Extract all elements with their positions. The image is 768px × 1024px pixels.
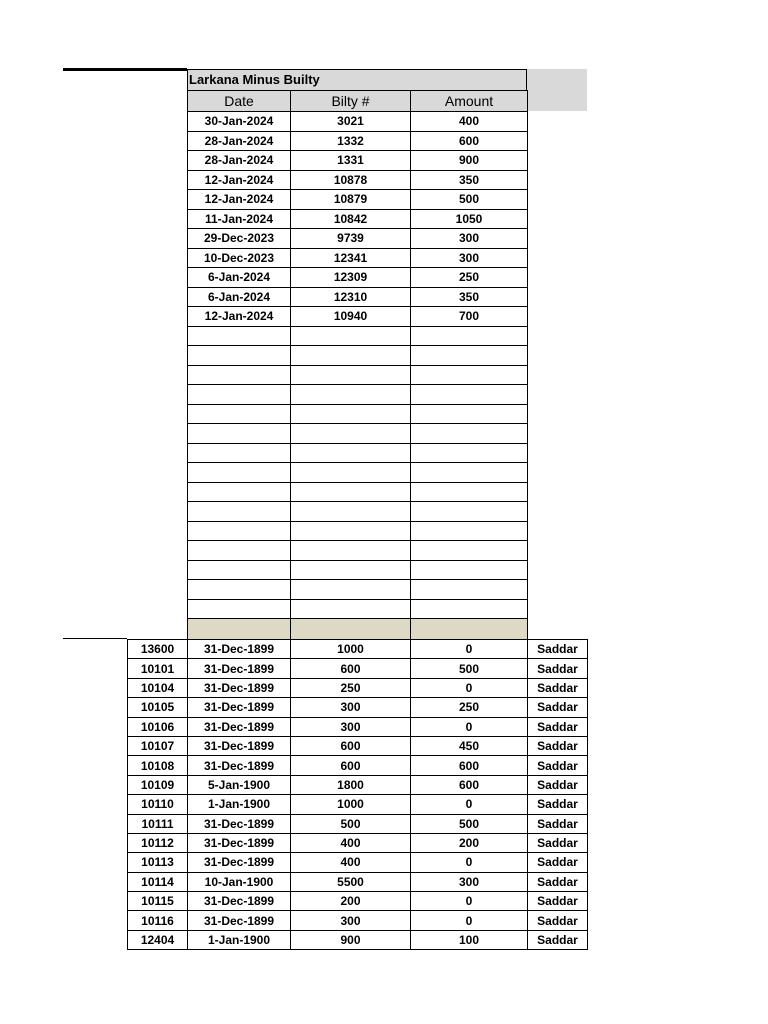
cell-amount[interactable]: 300: [291, 717, 411, 736]
cell-branch[interactable]: Saddar: [528, 736, 588, 755]
cell-bilty-number[interactable]: 10842: [291, 209, 411, 229]
cell-amount[interactable]: 600: [411, 131, 528, 151]
cell-paid[interactable]: 600: [411, 756, 528, 775]
cell-amount[interactable]: 600: [291, 736, 411, 755]
empty-cell[interactable]: [188, 482, 291, 502]
table-row: [188, 268, 528, 288]
cell-id[interactable]: 10111: [128, 814, 188, 833]
cell-id[interactable]: 10104: [128, 678, 188, 697]
cell-amount[interactable]: 400: [291, 833, 411, 852]
table-row: [128, 911, 588, 930]
empty-row: [188, 463, 528, 483]
empty-cell[interactable]: [411, 443, 528, 463]
cell-date[interactable]: 31-Dec-1899: [188, 717, 291, 736]
cell-date[interactable]: 29-Dec-2023: [188, 229, 291, 249]
cell-branch[interactable]: Saddar: [528, 775, 588, 794]
empty-cell[interactable]: [291, 580, 411, 600]
cell-bilty-number[interactable]: 3021: [291, 112, 411, 132]
cell-branch[interactable]: Saddar: [528, 756, 588, 775]
empty-cell[interactable]: [291, 541, 411, 561]
cell-branch[interactable]: Saddar: [528, 930, 588, 949]
empty-cell[interactable]: [291, 463, 411, 483]
table-row: [188, 151, 528, 171]
empty-cell[interactable]: [411, 326, 528, 346]
table-row: [188, 229, 528, 249]
cell-date[interactable]: 31-Dec-1899: [188, 814, 291, 833]
table-row: [188, 307, 528, 327]
saddar-table: [127, 639, 588, 950]
cell-amount[interactable]: 500: [411, 190, 528, 210]
cell-paid[interactable]: 0: [411, 717, 528, 736]
cell-bilty-number[interactable]: 12309: [291, 268, 411, 288]
cell-branch[interactable]: Saddar: [528, 833, 588, 852]
header-fill-block: [526, 69, 587, 111]
empty-row: [188, 404, 528, 424]
cell-paid[interactable]: 600: [411, 775, 528, 794]
empty-row: [188, 443, 528, 463]
empty-row: [188, 521, 528, 541]
cell-id[interactable]: 10105: [128, 698, 188, 717]
cell-paid[interactable]: 0: [411, 911, 528, 930]
cell-date[interactable]: 28-Jan-2024: [188, 131, 291, 151]
empty-cell[interactable]: [411, 560, 528, 580]
cell-bilty-number[interactable]: 10879: [291, 190, 411, 210]
cell-amount[interactable]: 300: [291, 911, 411, 930]
cell-amount[interactable]: 400: [411, 112, 528, 132]
cell-paid[interactable]: 250: [411, 698, 528, 717]
cell-date[interactable]: 31-Dec-1899: [188, 678, 291, 697]
empty-row: [188, 541, 528, 561]
cell-amount[interactable]: 250: [291, 678, 411, 697]
table-row: [128, 756, 588, 775]
cell-bilty-number[interactable]: 1331: [291, 151, 411, 171]
empty-cell[interactable]: [411, 365, 528, 385]
cell-bilty-number[interactable]: 9739: [291, 229, 411, 249]
table-row: [128, 775, 588, 794]
cell-date[interactable]: 5-Jan-1900: [188, 775, 291, 794]
cell-branch[interactable]: Saddar: [528, 853, 588, 872]
header-amount: Amount: [411, 91, 528, 112]
empty-cell[interactable]: [291, 443, 411, 463]
table-row: [128, 814, 588, 833]
empty-cell[interactable]: [411, 482, 528, 502]
table-row: [188, 287, 528, 307]
cell-amount[interactable]: 1000: [291, 795, 411, 814]
cell-date[interactable]: 10-Jan-1900: [188, 872, 291, 891]
cell-paid[interactable]: 0: [411, 892, 528, 911]
empty-row: [188, 560, 528, 580]
cell-branch[interactable]: Saddar: [528, 659, 588, 678]
cell-date[interactable]: 31-Dec-1899: [188, 640, 291, 659]
cell-id[interactable]: 10115: [128, 892, 188, 911]
empty-cell[interactable]: [188, 502, 291, 522]
cell-amount[interactable]: 900: [291, 930, 411, 949]
cell-paid[interactable]: 300: [411, 872, 528, 891]
cell-paid[interactable]: 0: [411, 853, 528, 872]
empty-cell[interactable]: [291, 521, 411, 541]
section-divider-line: [63, 638, 127, 639]
total-cell[interactable]: [291, 619, 411, 640]
cell-id[interactable]: 10110: [128, 795, 188, 814]
empty-cell[interactable]: [411, 385, 528, 405]
empty-row: [188, 326, 528, 346]
cell-paid[interactable]: 200: [411, 833, 528, 852]
table-row: [128, 659, 588, 678]
cell-id[interactable]: 10101: [128, 659, 188, 678]
empty-cell[interactable]: [188, 404, 291, 424]
table-row: [128, 892, 588, 911]
empty-cell[interactable]: [188, 365, 291, 385]
cell-amount[interactable]: 350: [411, 170, 528, 190]
empty-row: [188, 482, 528, 502]
cell-id[interactable]: 10114: [128, 872, 188, 891]
empty-row: [188, 424, 528, 444]
sheet-title: Larkana Minus Builty: [187, 69, 527, 90]
empty-cell[interactable]: [188, 326, 291, 346]
table-row: [188, 209, 528, 229]
table-row: [128, 795, 588, 814]
table-row: [128, 698, 588, 717]
cell-date[interactable]: 31-Dec-1899: [188, 756, 291, 775]
empty-cell[interactable]: [188, 463, 291, 483]
cell-amount[interactable]: 1000: [291, 640, 411, 659]
empty-row: [188, 502, 528, 522]
empty-cell[interactable]: [188, 424, 291, 444]
bilty-table: [187, 90, 528, 640]
cell-date[interactable]: 12-Jan-2024: [188, 307, 291, 327]
empty-cell[interactable]: [291, 346, 411, 366]
table-row: [128, 678, 588, 697]
cell-paid[interactable]: 0: [411, 640, 528, 659]
empty-cell[interactable]: [411, 424, 528, 444]
cell-date[interactable]: 31-Dec-1899: [188, 736, 291, 755]
table-row: [188, 112, 528, 132]
cell-bilty-number[interactable]: 10878: [291, 170, 411, 190]
empty-cell[interactable]: [188, 560, 291, 580]
cell-amount[interactable]: 400: [291, 853, 411, 872]
cell-date[interactable]: 31-Dec-1899: [188, 853, 291, 872]
empty-cell[interactable]: [188, 541, 291, 561]
cell-paid[interactable]: 0: [411, 678, 528, 697]
empty-cell[interactable]: [411, 502, 528, 522]
empty-row: [188, 580, 528, 600]
cell-amount[interactable]: 300: [291, 698, 411, 717]
cell-id[interactable]: 13600: [128, 640, 188, 659]
table-row: [128, 853, 588, 872]
table-row: [188, 170, 528, 190]
cell-bilty-number[interactable]: 1332: [291, 131, 411, 151]
empty-cell[interactable]: [411, 346, 528, 366]
cell-amount[interactable]: 300: [411, 248, 528, 268]
cell-bilty-number[interactable]: 10940: [291, 307, 411, 327]
empty-cell[interactable]: [291, 404, 411, 424]
table-row: [128, 930, 588, 949]
empty-cell[interactable]: [291, 424, 411, 444]
cell-id[interactable]: 10113: [128, 853, 188, 872]
table-row: [128, 736, 588, 755]
cell-branch[interactable]: Saddar: [528, 872, 588, 891]
cell-amount[interactable]: 600: [291, 756, 411, 775]
empty-cell[interactable]: [411, 599, 528, 619]
empty-cell[interactable]: [291, 482, 411, 502]
empty-cell[interactable]: [411, 541, 528, 561]
cell-amount[interactable]: 250: [411, 268, 528, 288]
empty-row: [188, 346, 528, 366]
table-row: [128, 872, 588, 891]
cell-id[interactable]: 10116: [128, 911, 188, 930]
cell-branch[interactable]: Saddar: [528, 814, 588, 833]
cell-date[interactable]: 31-Dec-1899: [188, 698, 291, 717]
empty-cell[interactable]: [411, 580, 528, 600]
table-row: [128, 833, 588, 852]
cell-amount[interactable]: 1050: [411, 209, 528, 229]
cell-branch[interactable]: Saddar: [528, 640, 588, 659]
empty-cell[interactable]: [411, 521, 528, 541]
cell-branch[interactable]: Saddar: [528, 795, 588, 814]
cell-amount[interactable]: 5500: [291, 872, 411, 891]
cell-branch[interactable]: Saddar: [528, 678, 588, 697]
empty-cell[interactable]: [411, 463, 528, 483]
empty-cell[interactable]: [411, 404, 528, 424]
cell-amount[interactable]: 300: [411, 229, 528, 249]
empty-cell[interactable]: [291, 365, 411, 385]
cell-paid[interactable]: 0: [411, 795, 528, 814]
cell-date[interactable]: 31-Dec-1899: [188, 833, 291, 852]
cell-id[interactable]: 10109: [128, 775, 188, 794]
empty-cell[interactable]: [291, 599, 411, 619]
cell-id[interactable]: 10106: [128, 717, 188, 736]
total-row: [188, 619, 528, 640]
cell-branch[interactable]: Saddar: [528, 717, 588, 736]
cell-branch[interactable]: Saddar: [528, 911, 588, 930]
empty-cell[interactable]: [188, 599, 291, 619]
cell-amount[interactable]: 700: [411, 307, 528, 327]
top-border-line: [63, 68, 187, 71]
cell-branch[interactable]: Saddar: [528, 698, 588, 717]
cell-date[interactable]: 6-Jan-2024: [188, 268, 291, 288]
cell-date[interactable]: 12-Jan-2024: [188, 190, 291, 210]
table-row: [128, 717, 588, 736]
empty-cell[interactable]: [291, 326, 411, 346]
table-row: [188, 190, 528, 210]
cell-id[interactable]: 10107: [128, 736, 188, 755]
empty-cell[interactable]: [188, 443, 291, 463]
cell-amount[interactable]: 900: [411, 151, 528, 171]
cell-date[interactable]: 28-Jan-2024: [188, 151, 291, 171]
cell-amount[interactable]: 350: [411, 287, 528, 307]
empty-row: [188, 385, 528, 405]
cell-amount[interactable]: 1800: [291, 775, 411, 794]
cell-date[interactable]: 11-Jan-2024: [188, 209, 291, 229]
cell-paid[interactable]: 100: [411, 930, 528, 949]
cell-date[interactable]: 31-Dec-1899: [188, 892, 291, 911]
empty-cell[interactable]: [291, 560, 411, 580]
empty-row: [188, 365, 528, 385]
cell-bilty-number[interactable]: 12310: [291, 287, 411, 307]
table-row: [128, 640, 588, 659]
cell-paid[interactable]: 500: [411, 814, 528, 833]
cell-paid[interactable]: 450: [411, 736, 528, 755]
table-row: [188, 248, 528, 268]
cell-paid[interactable]: 500: [411, 659, 528, 678]
total-cell[interactable]: [188, 619, 291, 640]
cell-id[interactable]: 12404: [128, 930, 188, 949]
cell-date[interactable]: 1-Jan-1900: [188, 930, 291, 949]
cell-amount[interactable]: 500: [291, 814, 411, 833]
empty-cell[interactable]: [188, 385, 291, 405]
header-bilty-number: Bilty #: [291, 91, 411, 112]
header-date: Date: [188, 91, 291, 112]
cell-id[interactable]: 10108: [128, 756, 188, 775]
cell-date[interactable]: 10-Dec-2023: [188, 248, 291, 268]
cell-date[interactable]: 12-Jan-2024: [188, 170, 291, 190]
empty-cell[interactable]: [291, 502, 411, 522]
bilty-table-header: [188, 91, 528, 112]
empty-row: [188, 599, 528, 619]
cell-date[interactable]: 30-Jan-2024: [188, 112, 291, 132]
cell-date[interactable]: 6-Jan-2024: [188, 287, 291, 307]
empty-cell[interactable]: [188, 346, 291, 366]
cell-date[interactable]: 1-Jan-1900: [188, 795, 291, 814]
cell-date[interactable]: 31-Dec-1899: [188, 659, 291, 678]
table-row: [188, 131, 528, 151]
cell-amount[interactable]: 200: [291, 892, 411, 911]
cell-branch[interactable]: Saddar: [528, 892, 588, 911]
cell-date[interactable]: 31-Dec-1899: [188, 911, 291, 930]
cell-id[interactable]: 10112: [128, 833, 188, 852]
cell-amount[interactable]: 600: [291, 659, 411, 678]
total-cell[interactable]: [411, 619, 528, 640]
empty-cell[interactable]: [188, 521, 291, 541]
empty-cell[interactable]: [291, 385, 411, 405]
cell-bilty-number[interactable]: 12341: [291, 248, 411, 268]
empty-cell[interactable]: [188, 580, 291, 600]
